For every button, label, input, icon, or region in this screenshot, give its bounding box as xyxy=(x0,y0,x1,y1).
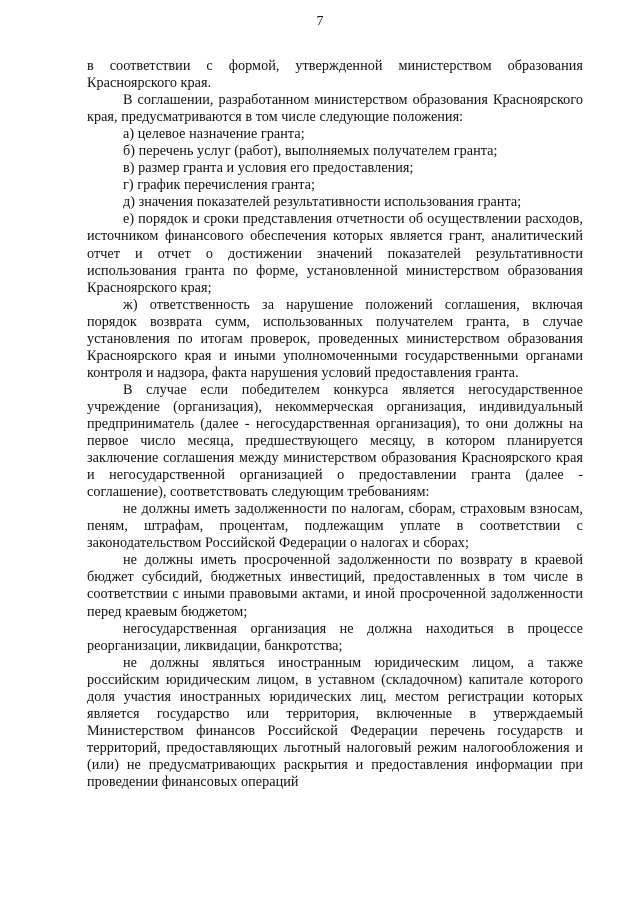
list-item-d: д) значения показателей результативности использования гранта; xyxy=(123,194,522,211)
requirement-no-tax-debt: не должны иметь задолженности по налогам, сборам, страховым взносам, пеням, штрафам, процентам, подлежащим уплате в соответствии с законодательством Российской Федерации о налогах и сборах; xyxy=(87,501,583,552)
list-item-g: г) график перечисления гранта; xyxy=(123,177,316,194)
paragraph-agreement-provisions: В соглашении, разработанном министерством образования Красноярского края, предусматриваются в том числе следующие положения: xyxy=(87,92,583,126)
paragraph-nongovernment-requirements: В случае если победителем конкурса является негосударственное учреждение (организация), некоммерческая организация, индивидуальный предприниматель (далее - негосударственная организация), то они должны на первое число месяца, предшествующего месяцу, в котором планируется заключение соглашения между министерством образования Красноярского края и негосударственной организацией о предоставлении гранта (далее - соглашение), соответствовать следующим требованиям: xyxy=(87,381,583,501)
requirement-not-foreign-entity: не должны являться иностранным юридическим лицом, а также российским юридическим лицом, в уставном (складочном) капитале которого доля участия иностранных юридических лиц, местом регистрации которых является государство или территория, включенные в утверждаемый Министерством финансов Российской Федерации перечень государств и территорий, предоставляющих льготный налоговый режим налогообложения и (или) не предусматривающих раскрытия и предоставления информации при проведении финансовых операций xyxy=(87,654,583,790)
document-body xyxy=(87,58,583,791)
requirement-no-reorganization: негосударственная организация не должна находиться в процессе реорганизации, ликвидации, банкротства; xyxy=(87,620,583,654)
list-item-zh: ж) ответственность за нарушение положений соглашения, включая порядок возврата сумм, использованных получателем гранта, в случае установления по итогам проверок, проведенных министерством образования Красноярского края и иными уполномоченными государственными органами контроля и надзора, факта нарушения условий предоставления гранта. xyxy=(87,296,583,381)
requirement-no-overdue-debt: не должны иметь просроченной задолженности по возврату в краевой бюджет субсидий, бюджетных инвестиций, предоставленных в том числе в соответствии с иными правовыми актами, и иной просроченной задолженности перед краевым бюджетом; xyxy=(87,552,583,620)
list-item-v: в) размер гранта и условия его предоставления; xyxy=(123,160,414,177)
list-item-b: б) перечень услуг (работ), выполняемых получателем гранта; xyxy=(123,143,498,160)
page-number: 7 xyxy=(316,14,324,29)
list-item-a: а) целевое назначение гранта; xyxy=(123,126,305,143)
paragraph-form-continuation: в соответствии с формой, утвержденной министерством образования Красноярского края. xyxy=(87,58,583,92)
list-item-e: е) порядок и сроки представления отчетности об осуществлении расходов, источником финансового обеспечения которых является грант, аналитический отчет и отчет о достижении значений показателей результативности использования гранта по форме, установленной министерством образования Красноярского края; xyxy=(87,211,583,296)
